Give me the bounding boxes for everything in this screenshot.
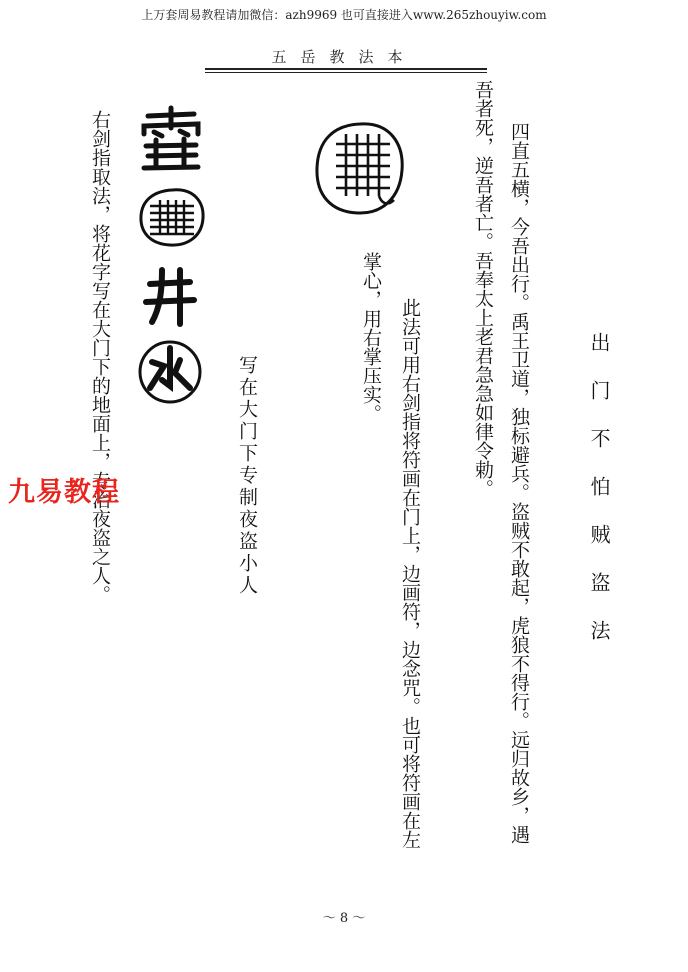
instruction-line-1: 此法可用右剑指将符画在门上，边画符，边念咒。也可将符画在左 <box>399 298 421 849</box>
side-instruction: 右剑指取法，将花字写在大门下的地面上，专治夜盗之人。 <box>89 110 111 604</box>
incantation-line-1: 四直五横，今吾出行。禹王卫道，独标避兵。盗贼不敢起，虎狼不得行。远归故乡，遇 <box>508 122 530 844</box>
grid-talisman-seal <box>312 118 407 218</box>
stacked-talisman-figure <box>132 104 212 414</box>
section-title: 出门不怕贼盗法 <box>587 332 611 668</box>
incantation-line-2: 吾者死，逆吾者亡。吾奉太上老君急急如律令勅。 <box>472 80 494 498</box>
banner-text: 上万套周易教程请加微信：azh9969 也可直接进入www.265zhouyiw.com <box>141 8 547 22</box>
instruction-line-2: 掌心，用右掌压实。 <box>360 252 382 423</box>
watermark-text: 九易教程 <box>8 477 120 508</box>
header-rule-thin <box>205 72 487 73</box>
running-head: 五岳教法本 <box>271 48 417 66</box>
header-rule-thick <box>205 68 487 70</box>
talisman-caption: 写在大门下专制夜盗小人 <box>236 355 258 597</box>
page-number: ～ 8 ～ <box>322 911 366 926</box>
